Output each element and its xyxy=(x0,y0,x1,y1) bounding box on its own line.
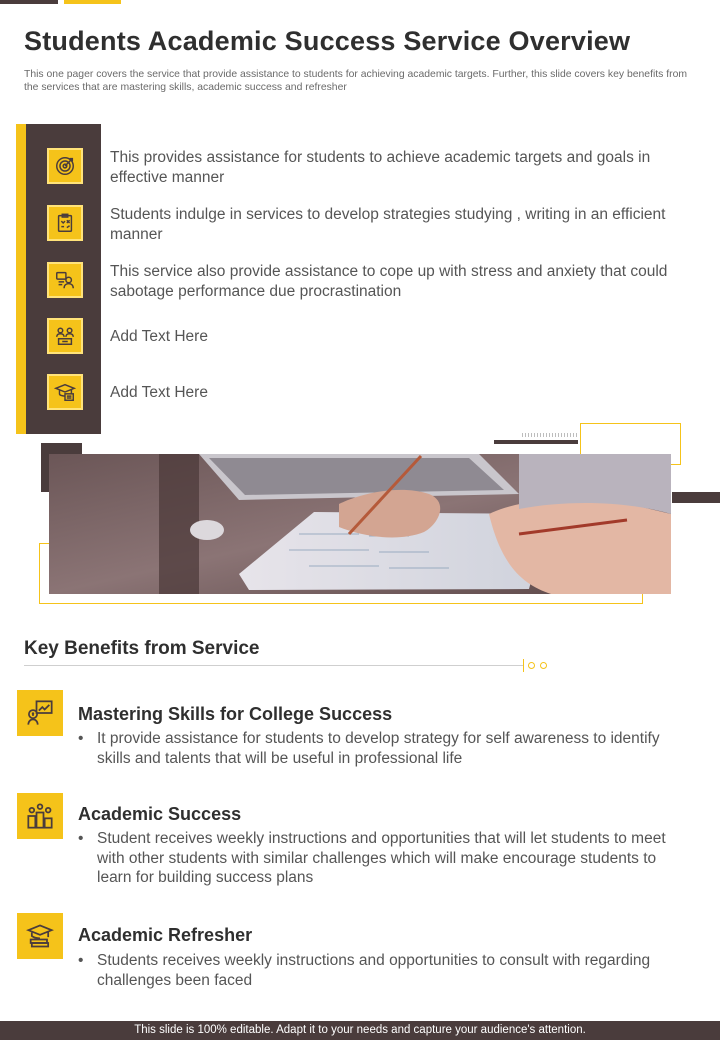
bullet-marker: • xyxy=(78,730,84,747)
page-subtitle: This one pager covers the service that provide assistance to students for achieving academic targets. Further, this slide covers key benefits from the services that are mastering skills, academic success and refresher xyxy=(24,69,688,93)
decorative-block xyxy=(672,492,720,503)
accent-strip xyxy=(16,124,26,434)
section-divider xyxy=(24,665,524,666)
decorative-hatch xyxy=(522,433,578,437)
footer-banner: This slide is 100% editable. Adapt it to your needs and capture your audience's attention. xyxy=(0,1021,720,1040)
benefit-text-1 xyxy=(78,729,688,768)
benefit-text: It provide assistance for students to develop strategy for self awareness to identify skills and talents that will be useful in professional life xyxy=(97,730,660,767)
target-icon xyxy=(47,148,83,184)
teamwork-icon xyxy=(47,318,83,354)
student-support-icon xyxy=(47,262,83,298)
point-text-5: Add Text Here xyxy=(110,384,208,401)
point-text-2: Students indulge in services to develop strategies studying , writing in an efficient manner xyxy=(110,206,666,243)
section-title: Key Benefits from Service xyxy=(24,638,260,659)
decorative-line xyxy=(494,440,578,444)
benefit-text: Student receives weekly instructions and opportunities that will let students to meet with other students with similar challenges which will make encourage students to learn for building success plans xyxy=(97,830,666,886)
benefit-title-1: Mastering Skills for College Success xyxy=(78,704,393,724)
decorative-dot xyxy=(528,662,535,669)
podium-icon xyxy=(17,793,63,839)
benefit-title-2: Academic Success xyxy=(78,804,242,824)
bullet-marker: • xyxy=(78,952,84,969)
hands-writing-notes-photo xyxy=(49,454,671,594)
top-accent-bar-dark xyxy=(0,0,58,4)
benefit-title-3: Academic Refresher xyxy=(78,925,253,945)
bullet-marker: • xyxy=(78,830,84,847)
section-divider-tick xyxy=(523,659,524,672)
top-accent-bar-yellow xyxy=(64,0,121,4)
point-text-3: This service also provide assistance to cope up with stress and anxiety that could sabotage performance due procrastination xyxy=(110,263,668,300)
benefit-text-2 xyxy=(78,829,688,888)
point-text-4: Add Text Here xyxy=(110,328,208,345)
page-title: Students Academic Success Service Overview xyxy=(24,26,631,56)
graduation-book-icon xyxy=(47,374,83,410)
graduation-cap-books-icon xyxy=(17,913,63,959)
growth-chart-icon xyxy=(17,690,63,736)
benefit-text: Students receives weekly instructions and opportunities to consult with regarding challenges been faced xyxy=(97,952,651,989)
clipboard-strategy-icon xyxy=(47,205,83,241)
point-text-1: This provides assistance for students to achieve academic targets and goals in effective manner xyxy=(110,149,651,186)
benefit-text-3 xyxy=(78,951,688,990)
decorative-dot xyxy=(540,662,547,669)
